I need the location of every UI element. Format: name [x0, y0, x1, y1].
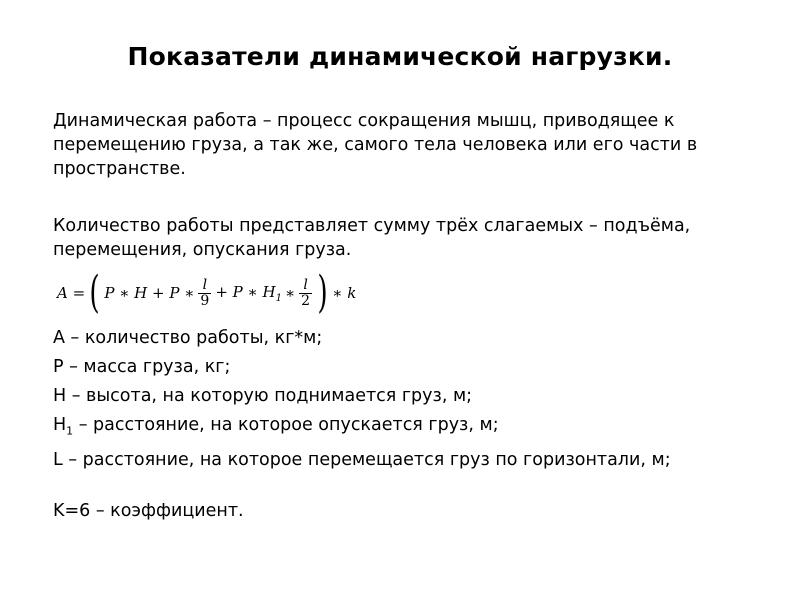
definition-h: H – высота, на которую поднимается груз, м; [53, 386, 473, 406]
definition-a: A – количество работы, кг*м; [53, 328, 323, 348]
formula-lhs: A = [57, 284, 86, 302]
formula-term2-text: + P ∗ H [215, 282, 276, 301]
paragraph-work-amount: Количество работы представляет сумму трёх слагаемых – подъёма, перемещения, опускания груза. [53, 216, 691, 260]
work-formula [57, 268, 356, 318]
formula-term3: ∗ [284, 284, 296, 302]
formula-close-paren: ) [317, 267, 328, 318]
formula-term1: P ∗ H + P ∗ [104, 284, 195, 302]
formula-term2-subscript: 1 [275, 292, 282, 304]
definition-h1-letter: H [53, 415, 67, 435]
definition-l: L – расстояние, на которое перемещается груз по горизонтали, м; [53, 450, 671, 470]
fraction-2-denominator: 2 [301, 292, 311, 309]
paragraph-dynamic-work: Динамическая работа – процесс сокращения мышц, приводящее к перемещению груза, а так же, самого тела человека или его части в пространстве. [53, 111, 698, 179]
formula-open-paren: ( [89, 267, 100, 318]
slide-title: Показатели динамической нагрузки. [127, 42, 673, 71]
formula-fraction-2 [299, 278, 312, 309]
definition-h1 [53, 413, 773, 444]
fraction-2-numerator: l [303, 276, 308, 293]
formula-tail: ∗ k [332, 284, 357, 302]
fraction-1-denominator: 9 [200, 292, 210, 309]
definition-h1-text: – расстояние, на которое опускается груз, м; [73, 415, 499, 435]
formula-term2 [215, 283, 282, 304]
definition-k: K=6 – коэффициент. [53, 501, 244, 521]
definition-h1-subscript: 1 [66, 424, 74, 438]
fraction-1-numerator: l [202, 276, 208, 293]
formula-fraction-1 [198, 278, 211, 309]
definition-p: P – масса груза, кг; [53, 357, 231, 377]
